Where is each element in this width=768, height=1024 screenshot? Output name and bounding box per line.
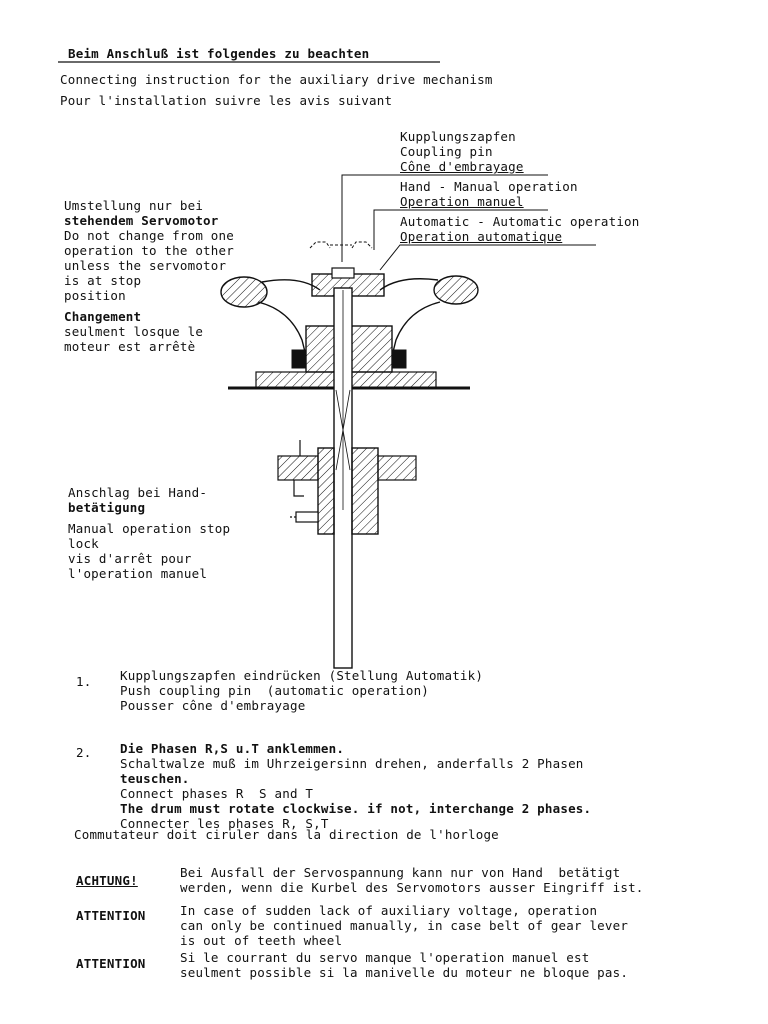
header-line-en: Connecting instruction for the auxiliary drive mechanism: [60, 72, 493, 87]
leader-automatic: [380, 245, 596, 270]
warning-attention-en-text: In case of sudden lack of auxiliary voltage, operation can only be continued manually, in case belt of gear lever is out of teeth wheel: [180, 903, 629, 948]
label-coupling-pin: Kupplungszapfen Coupling pin Cône d'embrayage: [400, 129, 524, 174]
label-hand-manual: Hand - Manual operation Operation manuel: [400, 179, 578, 209]
label-stop-lock: Anschlag bei Hand- betätigung Manual operation stop lock vis d'arrêt pour l'operation manuel: [68, 485, 231, 581]
drive-shaft: [334, 288, 352, 668]
label-automatic: Automatic - Automatic operation Operation automatique: [400, 214, 640, 244]
warning-attention-fr-text: Si le courrant du servo manque l'operation manuel est seulment possible si la manivelle du moteur ne bloque pas.: [180, 950, 629, 980]
header-line-de: Beim Anschluß ist folgendes zu beachten: [68, 46, 370, 61]
step-2-text: Die Phasen R,S u.T anklemmen. Schaltwalze muß im Uhrzeigersinn drehen, anderfalls 2 Phasen teuschen. Connect phases R S and T The drum must rotate clockwise. if not, interchange 2 phases. Connecter les phases R, S,T: [120, 741, 592, 831]
step-2-number: 2.: [76, 745, 92, 760]
stop-lock-screw: [296, 512, 318, 522]
warning-achtung-text: Bei Ausfall der Servospannung kann nur von Hand betätigt werden, wenn die Kurbel des Servomotors ausser Eingriff ist.: [180, 865, 644, 895]
step-2-extra: Commutateur doit ciruler dans la direction de l'horloge: [74, 827, 499, 842]
warning-attention-fr-label: ATTENTION: [76, 956, 146, 971]
handwheel-rim-right: [434, 276, 478, 304]
step-1-number: 1.: [76, 674, 92, 689]
step-1-text: Kupplungszapfen eindrücken (Stellung Automatik) Push coupling pin (automatic operation) Pousser cône d'embrayage: [120, 668, 484, 713]
label-left-warning: Umstellung nur bei stehendem Servomotor Do not change from one operation to the other unless the servomotor is at stop position Changement seulment losque le moteur est arrêtè: [64, 198, 234, 354]
warning-achtung-label: ACHTUNG!: [76, 873, 138, 888]
header-line-fr: Pour l'installation suivre les avis suivant: [60, 93, 393, 108]
warning-attention-en-label: ATTENTION: [76, 908, 146, 923]
